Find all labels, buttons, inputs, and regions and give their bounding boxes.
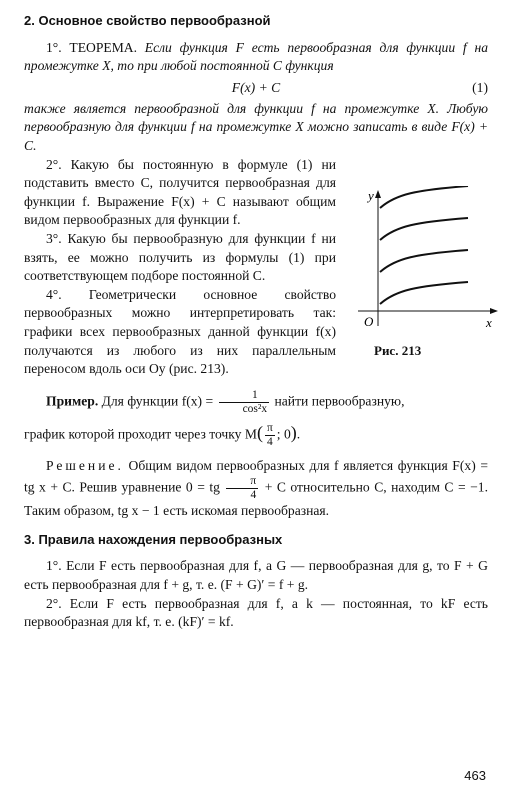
solution-text-2: + C относительно C, находим C = −1. Таким образом, tg x − 1 есть искомая первообразная. <box>24 479 488 519</box>
rule-1: 1°. Если F есть первообразная для f, а G — первообразная для g, то F + G есть первообразная для f + g, т. е. (F + G)′ = f + g. <box>24 558 488 593</box>
example-frac-den: cos²x <box>242 402 268 415</box>
x-axis-arrow <box>490 308 498 314</box>
section-3-title: 3. Правила нахождения первообразных <box>24 531 283 547</box>
example-line-2: график которой проходит через точку M( $\frac{\pi}{4}$ ; 0). <box>24 421 301 448</box>
point-frac-num: π <box>266 421 273 434</box>
curve-2 <box>380 250 468 272</box>
point-fraction <box>265 422 275 449</box>
antiderivatives-graph <box>348 186 498 336</box>
formula-1-expr: F(x) + C <box>231 79 281 95</box>
curve-4 <box>380 186 468 208</box>
example-fraction <box>219 389 270 416</box>
y-label: y <box>368 187 374 203</box>
theorem-continuation: также является первообразной для функции f на промежутке X. Любую первообразную для функции f на промежутке X можно записать в виде F(x) + C. <box>24 100 488 153</box>
formula-1-number: (1) <box>472 79 488 95</box>
theorem-lead: 1°. ТЕОРЕМА. <box>46 39 137 55</box>
y-axis-arrow <box>375 190 381 198</box>
formula-1 <box>24 76 488 100</box>
example-text-2: найти первообразную, <box>274 393 405 409</box>
example-lead: Пример. <box>46 393 99 409</box>
example-text-3: график которой проходит через точку M <box>24 426 257 442</box>
figure-wrap <box>24 156 492 379</box>
point-rest: ; 0 <box>276 426 291 442</box>
example-text-1: Для функции f(x) = <box>101 393 214 409</box>
page <box>24 12 492 632</box>
solution-text-1: Общим видом первообразных для f является функция F(x) = tg x + C. Решив уравнение 0 = tg <box>24 457 488 495</box>
theorem-text: Если функция F есть первообразная для функции f на промежутке X, то при любой постоянной C функция <box>24 39 488 74</box>
solution-paragraph <box>24 457 488 521</box>
paragraph-3: 3°. Какую бы первообразную для функции f ни взять, ее можно получить из формулы (1) при соответствующем подборе постоянной C. <box>24 230 336 284</box>
paragraph-4: 4°. Геометрически основное свойство первообразных можно интерпретировать так: графики всех первообразных данной функции f(x) получаются из любого из них параллельным переносом вдоль оси Oy (рис. 213). <box>24 286 336 377</box>
theorem-paragraph <box>24 39 488 76</box>
paragraph-2: 2°. Какую бы постоянную в формуле (1) ни подставить вместо C, получится первообразная для функции f. Выражение F(x) + C называют общим видом первообразных для функции f. <box>24 156 336 228</box>
section-2-title: 2. Основное свойство первообразной <box>24 13 271 28</box>
example-line-1 <box>24 389 488 416</box>
solution-frac-den: 4 <box>250 489 257 502</box>
origin-label: O <box>364 313 374 329</box>
rule-2: 2°. Если F есть первообразная для f, а k — постоянная, то kF есть первообразная для kf, т. е. (kF)′ = kf. <box>24 595 488 630</box>
example-frac-num: 1 <box>219 389 270 403</box>
page-number: 463 <box>464 768 486 784</box>
figure-213 <box>348 186 498 386</box>
x-label: x <box>486 314 492 330</box>
point-frac-den: 4 <box>267 435 273 448</box>
solution-lead: Решение. <box>46 457 124 473</box>
solution-fraction <box>226 475 258 502</box>
solution-frac-num: π <box>226 475 258 489</box>
text-column <box>24 156 336 379</box>
curve-3 <box>380 218 468 240</box>
figure-caption: Рис. 213 <box>374 342 422 358</box>
curve-1 <box>380 282 468 304</box>
